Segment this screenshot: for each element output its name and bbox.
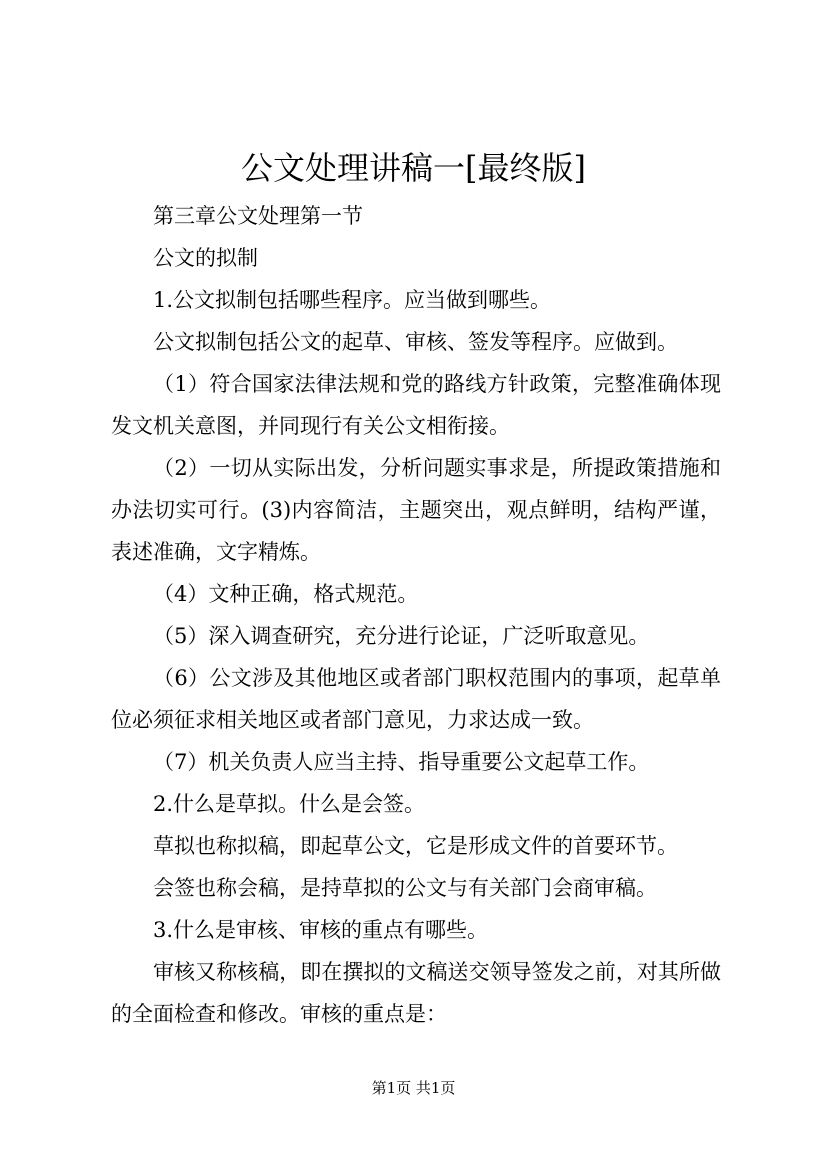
paragraph: 2.什么是草拟。什么是会签。 [153, 792, 426, 816]
paragraph: 1.公文拟制包括哪些程序。应当做到哪些。 [153, 288, 552, 312]
paragraph: 第三章公文处理第一节 [153, 204, 363, 228]
document-body [111, 195, 721, 1035]
paragraph: 审核又称核稿，即在撰拟的文稿送交领导签发之前，对其所做的全面检查和修改。审核的重点是： [111, 960, 721, 1026]
paragraph: 草拟也称拟稿，即起草公文，它是形成文件的首要环节。 [153, 834, 678, 858]
page-footer: 第1页 共1页 [371, 1079, 456, 1097]
paragraph: （5）深入调查研究，充分进行论证，广泛听取意见。 [153, 624, 650, 648]
paragraph: 公文的拟制 [153, 246, 258, 270]
paragraph: （4）文种正确，格式规范。 [153, 582, 419, 606]
paragraph: （6）公文涉及其他地区或者部门职权范围内的事项，起草单位必须征求相关地区或者部门意见，力求达成一致。 [111, 666, 721, 732]
document-title: 公文处理讲稿一[最终版] [241, 149, 586, 187]
paragraph: （7）机关负责人应当主持、指导重要公文起草工作。 [153, 750, 650, 774]
paragraph: 3.什么是审核、审核的重点有哪些。 [153, 918, 489, 942]
paragraph: 会签也称会稿，是持草拟的公文与有关部门会商审稿。 [153, 876, 657, 900]
paragraph: 公文拟制包括公文的起草、审核、签发等程序。应做到。 [153, 330, 678, 354]
paragraph: （2）一切从实际出发，分析问题实事求是，所提政策措施和办法切实可行。(3)内容简洁，主题突出，观点鲜明，结构严谨，表述准确，文字精炼。 [111, 456, 721, 564]
paragraph: （1）符合国家法律法规和党的路线方针政策，完整准确体现发文机关意图，并同现行有关公文相衔接。 [111, 372, 721, 438]
